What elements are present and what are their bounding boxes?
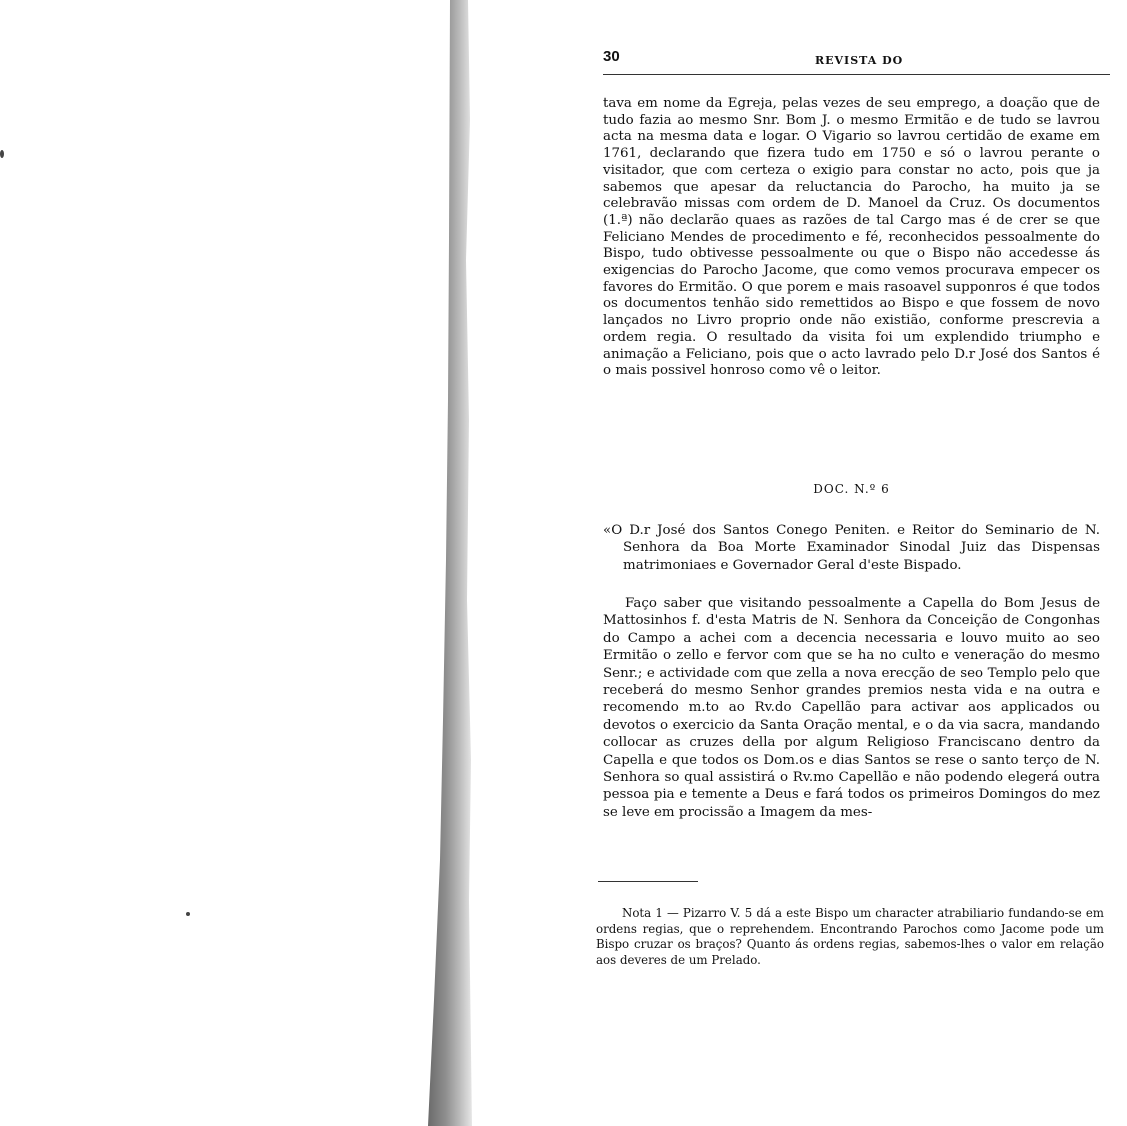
document-heading: DOC. N.º 6 <box>813 482 890 496</box>
footnote-rule <box>598 881 698 882</box>
book-page <box>593 40 1108 1000</box>
document-opening: «O D.r José dos Santos Conego Peniten. e Reitor do Seminario de N. Senhora da Boa Morte Examinador Sinodal Juiz das Dispensas matrimoniaes e Governador Geral d'este Bispado. <box>603 523 1100 573</box>
header-rule <box>603 74 1110 75</box>
running-title: REVISTA DO <box>815 54 904 67</box>
document-body: Faço saber que visitando pessoalmente a Capella do Bom Jesus de Mattosinhos f. d'esta Matris de N. Senhora da Conceição de Congonhas do Campo a achei com a decencia necessaria e louvo muito ao seo Ermitão o zello e fervor com que se ha no culto e veneração do mesmo Senr.; e actividade com que zella a nova erecção de seo Templo pelo que receberá do mesmo Senhor grandes premios nesta vida e na outra e recomendo m.to ao Rv.do Capellão para activar aos applicados ou devotos o exercicio da Santa Oração mental, e o da via sacra, mandando collocar as cruzes della por algum Religioso Franciscano dentro da Capella e que todos os Dom.os e dias Santos se rese o santo terço de N. Senhora so qual assistirá o Rv.mo Capellão e não podendo elegerá outra pessoa pia e temente a Deus e fará todos os primeiros Domingos do mez se leve em procissão a Imagem da mes- <box>603 596 1100 820</box>
body-paragraph: tava em nome da Egreja, pelas vezes de seu emprego, a doação que de tudo fazia ao mesmo Snr. Bom J. o mesmo Ermitão e de tudo se lavrou acta na mesma data e logar. O Vigario so lavrou certidão de exame em 1761, declarando que fizera tudo em 1750 e só o lavrou perante o visitador, que com certeza o exigio para constar no acto, pois que ja sabemos que apesar da reluctancia do Parocho, ha muito ja se celebravão missas com ordem de D. Manoel da Cruz. Os documentos (1.ª) não declarão quaes as razões de tal Cargo mas é de crer se que Feliciano Mendes de procedimento e fé, reconhecidos pessoalmente do Bispo, tudo obtivesse pessoalmente ou que o Bispo não accedesse ás exigencias do Parocho Jacome, que como vemos procurava empecer os favores do Ermitão. O que porem e mais rasoavel supponros é que todos os documentos tenhão sido remettidos ao Bispo e que fossem de novo lançados no Livro proprio onde não existião, conforme prescrevia a ordem regia. O resultado da visita foi um explendido triumpho e animação a Feliciano, pois que o acto lavrado pelo D.r José dos Santos é o mais possivel honroso como vê o leitor. <box>603 96 1100 379</box>
footnote: Nota 1 — Pizarro V. 5 dá a este Bispo um character atrabiliario fundando-se em ordens regias, que o reprehendem. Encontrando Parochos como Jacome pode um Bispo cruzar os braços? Quanto ás ordens regias, sabemos-lhes o valor em relação aos deveres de um Prelado. <box>596 906 1104 967</box>
book-spine-shadow <box>426 0 474 1126</box>
page-number: 30 <box>603 48 620 65</box>
scan-speck <box>186 912 190 916</box>
page-header <box>593 40 1108 70</box>
scan-speck <box>0 150 4 158</box>
